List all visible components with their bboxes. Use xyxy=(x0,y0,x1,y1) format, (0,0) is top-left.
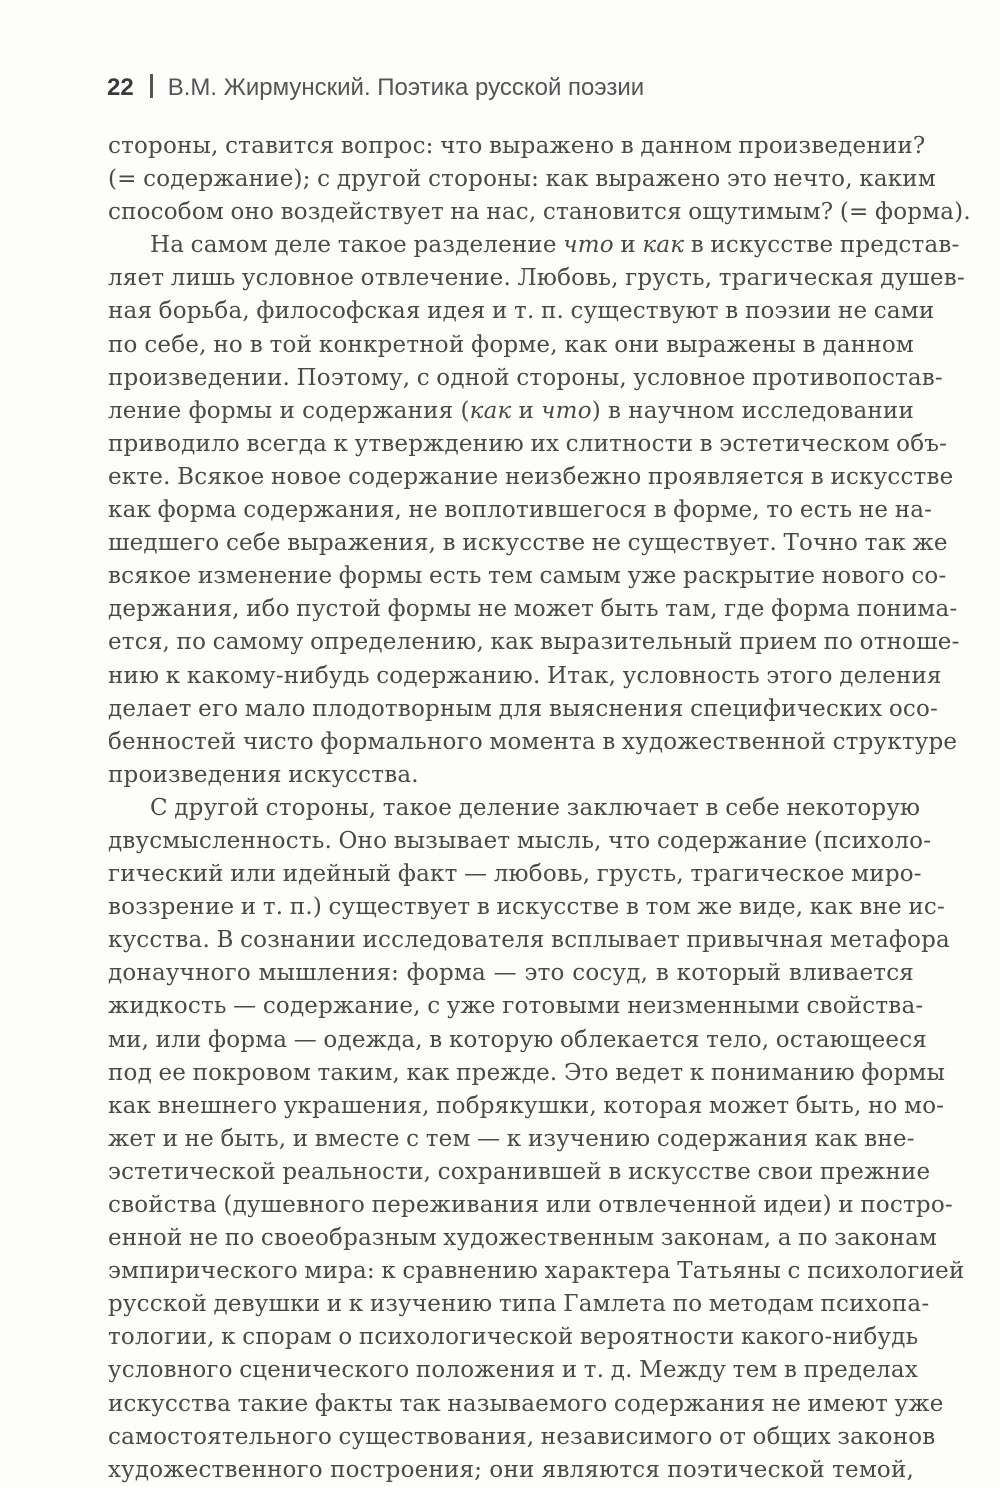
text-line xyxy=(108,1388,944,1421)
text-line xyxy=(108,660,942,693)
text-run: ление формы и содержания ( xyxy=(108,397,470,424)
text-run: как внешнего украшения, побрякушки, которая может быть, но мо- xyxy=(108,1092,945,1119)
text-run: енной не по своеобразным художественным законам, а по законам xyxy=(108,1225,938,1252)
text-run: и xyxy=(511,397,542,424)
text-line xyxy=(108,262,965,295)
text-run: русской девушки и к изучению типа Гамлета по методам психопа- xyxy=(108,1291,930,1318)
text-run: держания, ибо пустой формы не может быть там, где форма понима- xyxy=(108,596,958,623)
text-run: С другой стороны, такое деление заключает в себе некоторую xyxy=(150,794,921,821)
text-run: в искусстве представ- xyxy=(684,232,960,259)
text-run: жет и не быть, и вместе с тем — к изучению содержания как вне- xyxy=(108,1125,915,1152)
text-line xyxy=(108,1123,914,1156)
text-run: гический или идейный факт — любовь, грусть, трагическое миро- xyxy=(108,861,922,888)
text-line xyxy=(108,759,914,792)
text-line xyxy=(108,825,932,858)
text-run: способом оно воздействует на нас, становится ощутимым? (= форма). xyxy=(108,199,971,226)
italic-term: что xyxy=(541,397,592,424)
text-line xyxy=(108,527,948,560)
text-run: двусмысленность. Оно вызывает мысль, что содержание (психоло- xyxy=(108,827,932,854)
text-line xyxy=(108,196,971,229)
text-run: произведении. Поэтому, с одной стороны, условное противопостав- xyxy=(108,364,943,391)
text-run: ) в научном исследовании xyxy=(591,397,914,424)
text-run: условного сценического положения и т. д. Между тем в пределах xyxy=(108,1357,918,1384)
italic-term: как xyxy=(469,397,512,424)
text-run: как форма содержания, не воплотившегося в форме, то есть не на- xyxy=(108,497,933,524)
running-head xyxy=(107,70,644,106)
text-run: художественного построения; они являются поэтической темой, xyxy=(108,1456,914,1483)
italic-term: что xyxy=(563,232,614,259)
text-run: ми, или форма — одежда, в которую облекается тело, остающееся xyxy=(108,1026,927,1053)
text-line xyxy=(108,395,914,428)
text-run: свойства (душевного переживания или отвлеченной идеи) и постро- xyxy=(108,1192,953,1218)
text-line xyxy=(108,693,938,726)
text-line xyxy=(108,990,924,1023)
text-run: екте. Всякое новое содержание неизбежно проявляется в искусстве xyxy=(108,463,954,490)
text-line xyxy=(108,1189,953,1222)
text-line xyxy=(108,1222,938,1255)
text-run: нию к какому-нибудь содержанию. Итак, условность этого деления xyxy=(108,662,942,689)
text-run: бенностей чисто формального момента в художественной структуре xyxy=(108,728,958,755)
text-line xyxy=(108,957,914,990)
text-line xyxy=(108,428,948,461)
text-line xyxy=(108,329,914,362)
italic-term: как xyxy=(642,232,685,259)
text-run: шедшего себе выражения, в искусстве не существует. Точно так же xyxy=(108,530,948,557)
text-run: под ее покровом таким, как прежде. Это ведет к пониманию формы xyxy=(108,1059,946,1086)
text-line xyxy=(108,494,933,527)
text-run: по себе, но в той конкретной форме, как они выражены в данном xyxy=(108,331,914,358)
text-line xyxy=(108,593,958,626)
text-run: воззрение и т. п.) существует в искусстве в том же виде, как вне ис- xyxy=(108,894,945,921)
text-run: ется, по самому определению, как выразительный прием по отноше- xyxy=(108,629,960,656)
text-run: искусства такие факты так называемого содержания не имеют уже xyxy=(108,1390,944,1417)
text-run: эмпирического мира: к сравнению характера Татьяны с психологией xyxy=(108,1258,965,1285)
text-line xyxy=(108,1321,919,1354)
running-title: В.М. Жирмунский. Поэтика русской поэзии xyxy=(167,74,645,101)
text-run: приводило всегда к утверждению их слитности в эстетическом объ- xyxy=(108,430,948,457)
text-run: ная борьба, философская идея и т. п. существуют в поэзии не сами xyxy=(108,298,935,325)
text-line xyxy=(108,924,950,957)
text-line xyxy=(108,229,960,262)
text-line xyxy=(108,626,960,659)
text-line xyxy=(108,1288,930,1321)
header-separator xyxy=(150,74,153,98)
text-line xyxy=(108,1454,914,1487)
text-run: самостоятельного существования, независимого от общих законов xyxy=(108,1423,936,1450)
text-line xyxy=(108,1156,931,1189)
text-run: жидкость — содержание, с уже готовыми неизменными свойства- xyxy=(108,993,924,1020)
text-line xyxy=(108,1090,945,1123)
text-line xyxy=(108,1057,946,1090)
text-run: (= содержание); с другой стороны: как выражено это нечто, каким xyxy=(108,166,936,193)
text-line xyxy=(108,362,943,395)
text-line xyxy=(108,130,926,163)
text-run: кусства. В сознании исследователя всплывает привычная метафора xyxy=(108,927,950,954)
text-line xyxy=(108,1421,936,1454)
body-text xyxy=(108,130,971,1487)
text-line xyxy=(108,560,947,593)
text-run: всякое изменение формы есть тем самым уже раскрытие нового со- xyxy=(108,563,947,590)
text-line xyxy=(108,461,954,494)
text-run: ляет лишь условное отвлечение. Любовь, грусть, трагическая душев- xyxy=(108,265,965,292)
text-line xyxy=(108,1354,918,1387)
text-run: эстетической реальности, сохранившей в искусстве свои прежние xyxy=(108,1158,931,1185)
text-line xyxy=(108,726,958,759)
text-run: делает его мало плодотворным для выяснения специфических осо- xyxy=(108,695,938,722)
text-line xyxy=(108,891,945,924)
text-run: донаучного мышления: форма — это сосуд, в который вливается xyxy=(108,960,914,987)
page-number: 22 xyxy=(107,74,134,101)
text-line xyxy=(108,858,922,891)
text-run: тологии, к спорам о психологической вероятности какого-нибудь xyxy=(108,1324,919,1351)
text-run: стороны, ставится вопрос: что выражено в данном произведении? xyxy=(108,133,926,159)
text-line xyxy=(108,1255,965,1288)
text-line xyxy=(108,1024,927,1057)
text-run: На самом деле такое разделение xyxy=(150,232,564,259)
text-run: и xyxy=(613,232,643,259)
text-line xyxy=(108,295,935,328)
text-line xyxy=(108,792,921,825)
text-line xyxy=(108,163,936,196)
text-run: произведения искусства. xyxy=(108,761,419,788)
